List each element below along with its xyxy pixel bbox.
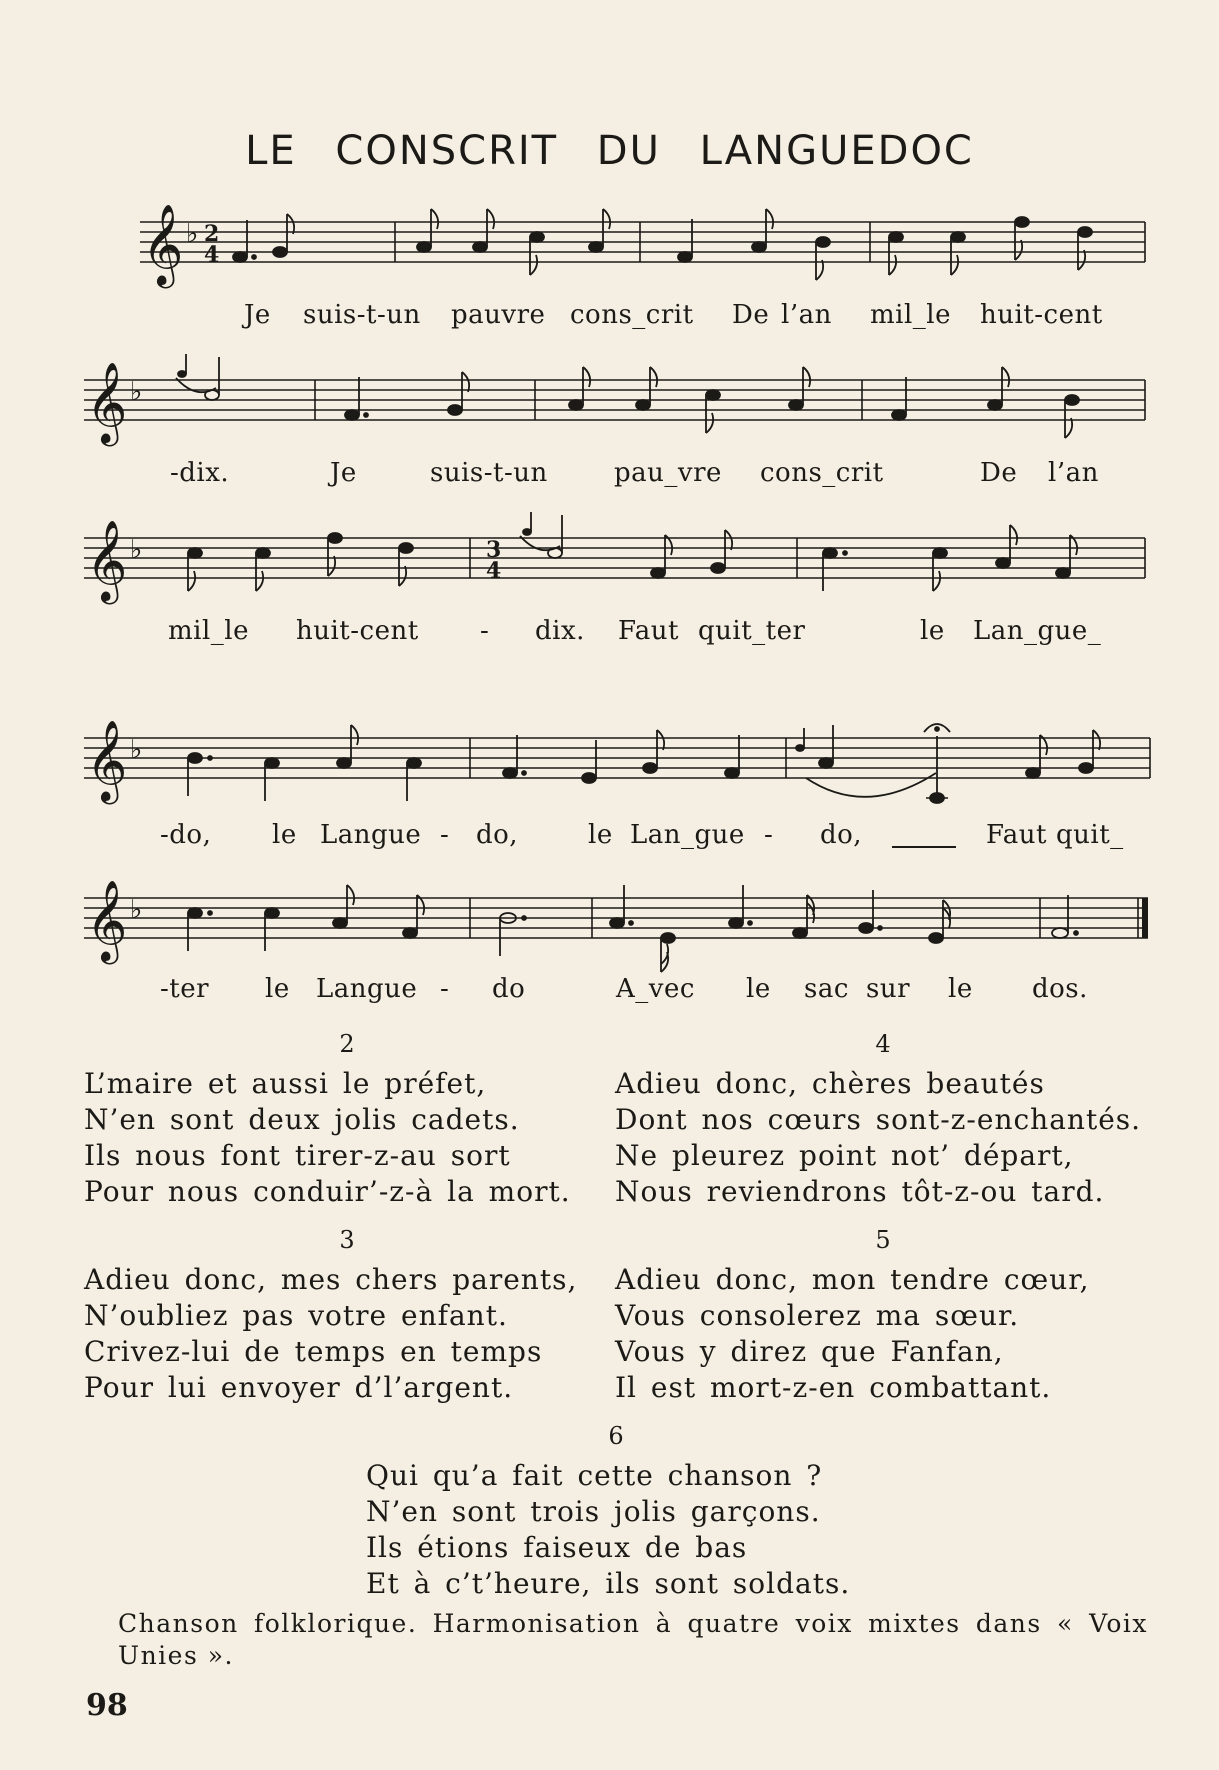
- time-signature-bottom: 4: [486, 558, 502, 584]
- verse-5: [615, 1262, 1090, 1406]
- lyric-syllable: -: [480, 616, 490, 646]
- verse-line: L’maire et aussi le préfet,: [84, 1067, 487, 1100]
- verse-number: 5: [875, 1226, 891, 1254]
- lyric-syllable: mil_le: [870, 300, 951, 330]
- lyric-syllable: -: [440, 974, 450, 1004]
- music-staff-3: [0, 506, 1219, 616]
- lyric-syllable: le: [948, 974, 973, 1004]
- lyric-syllable: le: [265, 974, 290, 1004]
- flat-sign-icon: ♭: [130, 895, 143, 925]
- music-staff-4: [0, 706, 1219, 822]
- lyric-syllable: l’an: [1048, 458, 1099, 488]
- verse-number: 4: [875, 1030, 891, 1058]
- treble-clef-icon: 𝄞: [86, 361, 128, 443]
- verse-2: [84, 1066, 571, 1210]
- verse-line: Adieu donc, chères beautés: [615, 1067, 1045, 1100]
- verse-line: Ne pleurez point not’ départ,: [615, 1139, 1074, 1172]
- verse-3: [84, 1262, 577, 1406]
- lyric-syllable: suis-t-un: [430, 458, 548, 488]
- lyric-syllable: -: [440, 820, 450, 850]
- verse-line: Adieu donc, mon tendre cœur,: [615, 1263, 1090, 1296]
- verse-line: Nous reviendrons tôt-z-ou tard.: [615, 1175, 1105, 1208]
- verse-number: 6: [608, 1422, 624, 1450]
- lyric-syllable: do: [492, 974, 526, 1004]
- verse-line: N’en sont deux jolis cadets.: [84, 1103, 520, 1136]
- lyric-syllable: quit_ter: [698, 616, 806, 646]
- lyric-syllable: Lan_gue_: [973, 616, 1102, 646]
- lyric-syllable: l’an: [781, 300, 832, 330]
- lyric-syllable: -do,: [160, 820, 212, 850]
- verse-line: Et à c’t’heure, ils sont soldats.: [366, 1567, 851, 1600]
- lyric-syllable: De: [980, 458, 1018, 488]
- verse-line: Crivez-lui de temps en temps: [84, 1335, 543, 1368]
- verse-line: N’oubliez pas votre enfant.: [84, 1299, 508, 1332]
- lyric-syllable: Lan_gue: [630, 820, 745, 850]
- lyric-syllable: A_vec: [616, 974, 695, 1004]
- treble-clef-icon: 𝄞: [86, 879, 128, 961]
- time-signature-top: 2: [204, 221, 220, 247]
- lyric-syllable: Faut: [986, 820, 1047, 850]
- verse-line: Dont nos cœurs sont-z-enchantés.: [615, 1103, 1142, 1136]
- verse-number: 3: [339, 1226, 355, 1254]
- lyric-syllable: le: [272, 820, 297, 850]
- lyric-syllable: do,: [476, 820, 519, 850]
- verse-number: 2: [339, 1030, 355, 1058]
- song-title: LE CONSCRIT DU LANGUEDOC: [245, 128, 974, 174]
- lyric-syllable: mil_le: [168, 616, 249, 646]
- lyric-syllable: Je: [330, 458, 357, 488]
- lyric-syllable: -dix.: [170, 458, 230, 488]
- lyric-syllable: le: [588, 820, 613, 850]
- verse-line: Qui qu’a fait cette chanson ?: [366, 1459, 823, 1492]
- lyric-syllable: sur: [866, 974, 911, 1004]
- lyric-syllable: Langue: [316, 974, 418, 1004]
- verse-line: Ils étions faiseux de bas: [366, 1531, 748, 1564]
- lyric-syllable: pau_vre: [614, 458, 722, 488]
- lyric-syllable: -: [764, 820, 774, 850]
- lyric-syllable: Je: [244, 300, 271, 330]
- flat-sign-icon: ♭: [130, 377, 143, 407]
- lyric-syllable: De: [732, 300, 770, 330]
- treble-clef-icon: 𝄞: [142, 203, 184, 285]
- time-signature-top: 3: [486, 537, 502, 563]
- lyric-syllable: huit-cent: [980, 300, 1103, 330]
- lyric-syllable: cons_crit: [760, 458, 884, 488]
- flat-sign-icon: ♭: [130, 535, 143, 565]
- verse-line: N’en sont trois jolis garçons.: [366, 1495, 821, 1528]
- lyric-syllable: -ter: [160, 974, 210, 1004]
- verse-line: Pour lui envoyer d’l’argent.: [84, 1371, 514, 1404]
- melisma-line: [892, 846, 956, 848]
- lyric-syllable: cons_crit: [570, 300, 694, 330]
- lyric-syllable: le: [746, 974, 771, 1004]
- footnote: Chanson folklorique. Harmonisation à quatre voix mixtes dans « Voix Unies ».: [118, 1609, 1148, 1670]
- treble-clef-icon: 𝄞: [86, 519, 128, 601]
- lyric-syllable: do,: [820, 820, 863, 850]
- music-staff-5: [0, 866, 1219, 982]
- lyric-syllable: dix.: [535, 616, 585, 646]
- verse-6: [366, 1458, 850, 1602]
- verse-line: Il est mort-z-en combattant.: [615, 1371, 1052, 1404]
- lyric-syllable: dos.: [1032, 974, 1088, 1004]
- time-signature-bottom: 4: [204, 242, 220, 268]
- lyric-syllable: suis-t-un: [303, 300, 421, 330]
- lyric-syllable: huit-cent: [296, 616, 419, 646]
- verse-line: Pour nous conduir’-z-à la mort.: [84, 1175, 571, 1208]
- music-staff-2: [0, 348, 1219, 458]
- verse-4: [615, 1066, 1141, 1210]
- lyric-syllable: pauvre: [451, 300, 546, 330]
- lyric-syllable: quit_: [1056, 820, 1124, 850]
- flat-sign-icon: ♭: [186, 219, 199, 249]
- treble-clef-icon: 𝄞: [86, 719, 128, 801]
- lyric-syllable: Faut: [618, 616, 679, 646]
- music-staff-1: [0, 190, 1219, 300]
- verse-line: Adieu donc, mes chers parents,: [84, 1263, 578, 1296]
- lyric-syllable: sac: [804, 974, 849, 1004]
- verse-line: Ils nous font tirer-z-au sort: [84, 1139, 511, 1172]
- flat-sign-icon: ♭: [130, 735, 143, 765]
- page-number: 98: [86, 1688, 128, 1723]
- lyric-syllable: Langue: [320, 820, 422, 850]
- lyric-syllable: le: [920, 616, 945, 646]
- verse-line: Vous y direz que Fanfan,: [615, 1335, 1004, 1368]
- verse-line: Vous consolerez ma sœur.: [615, 1299, 1020, 1332]
